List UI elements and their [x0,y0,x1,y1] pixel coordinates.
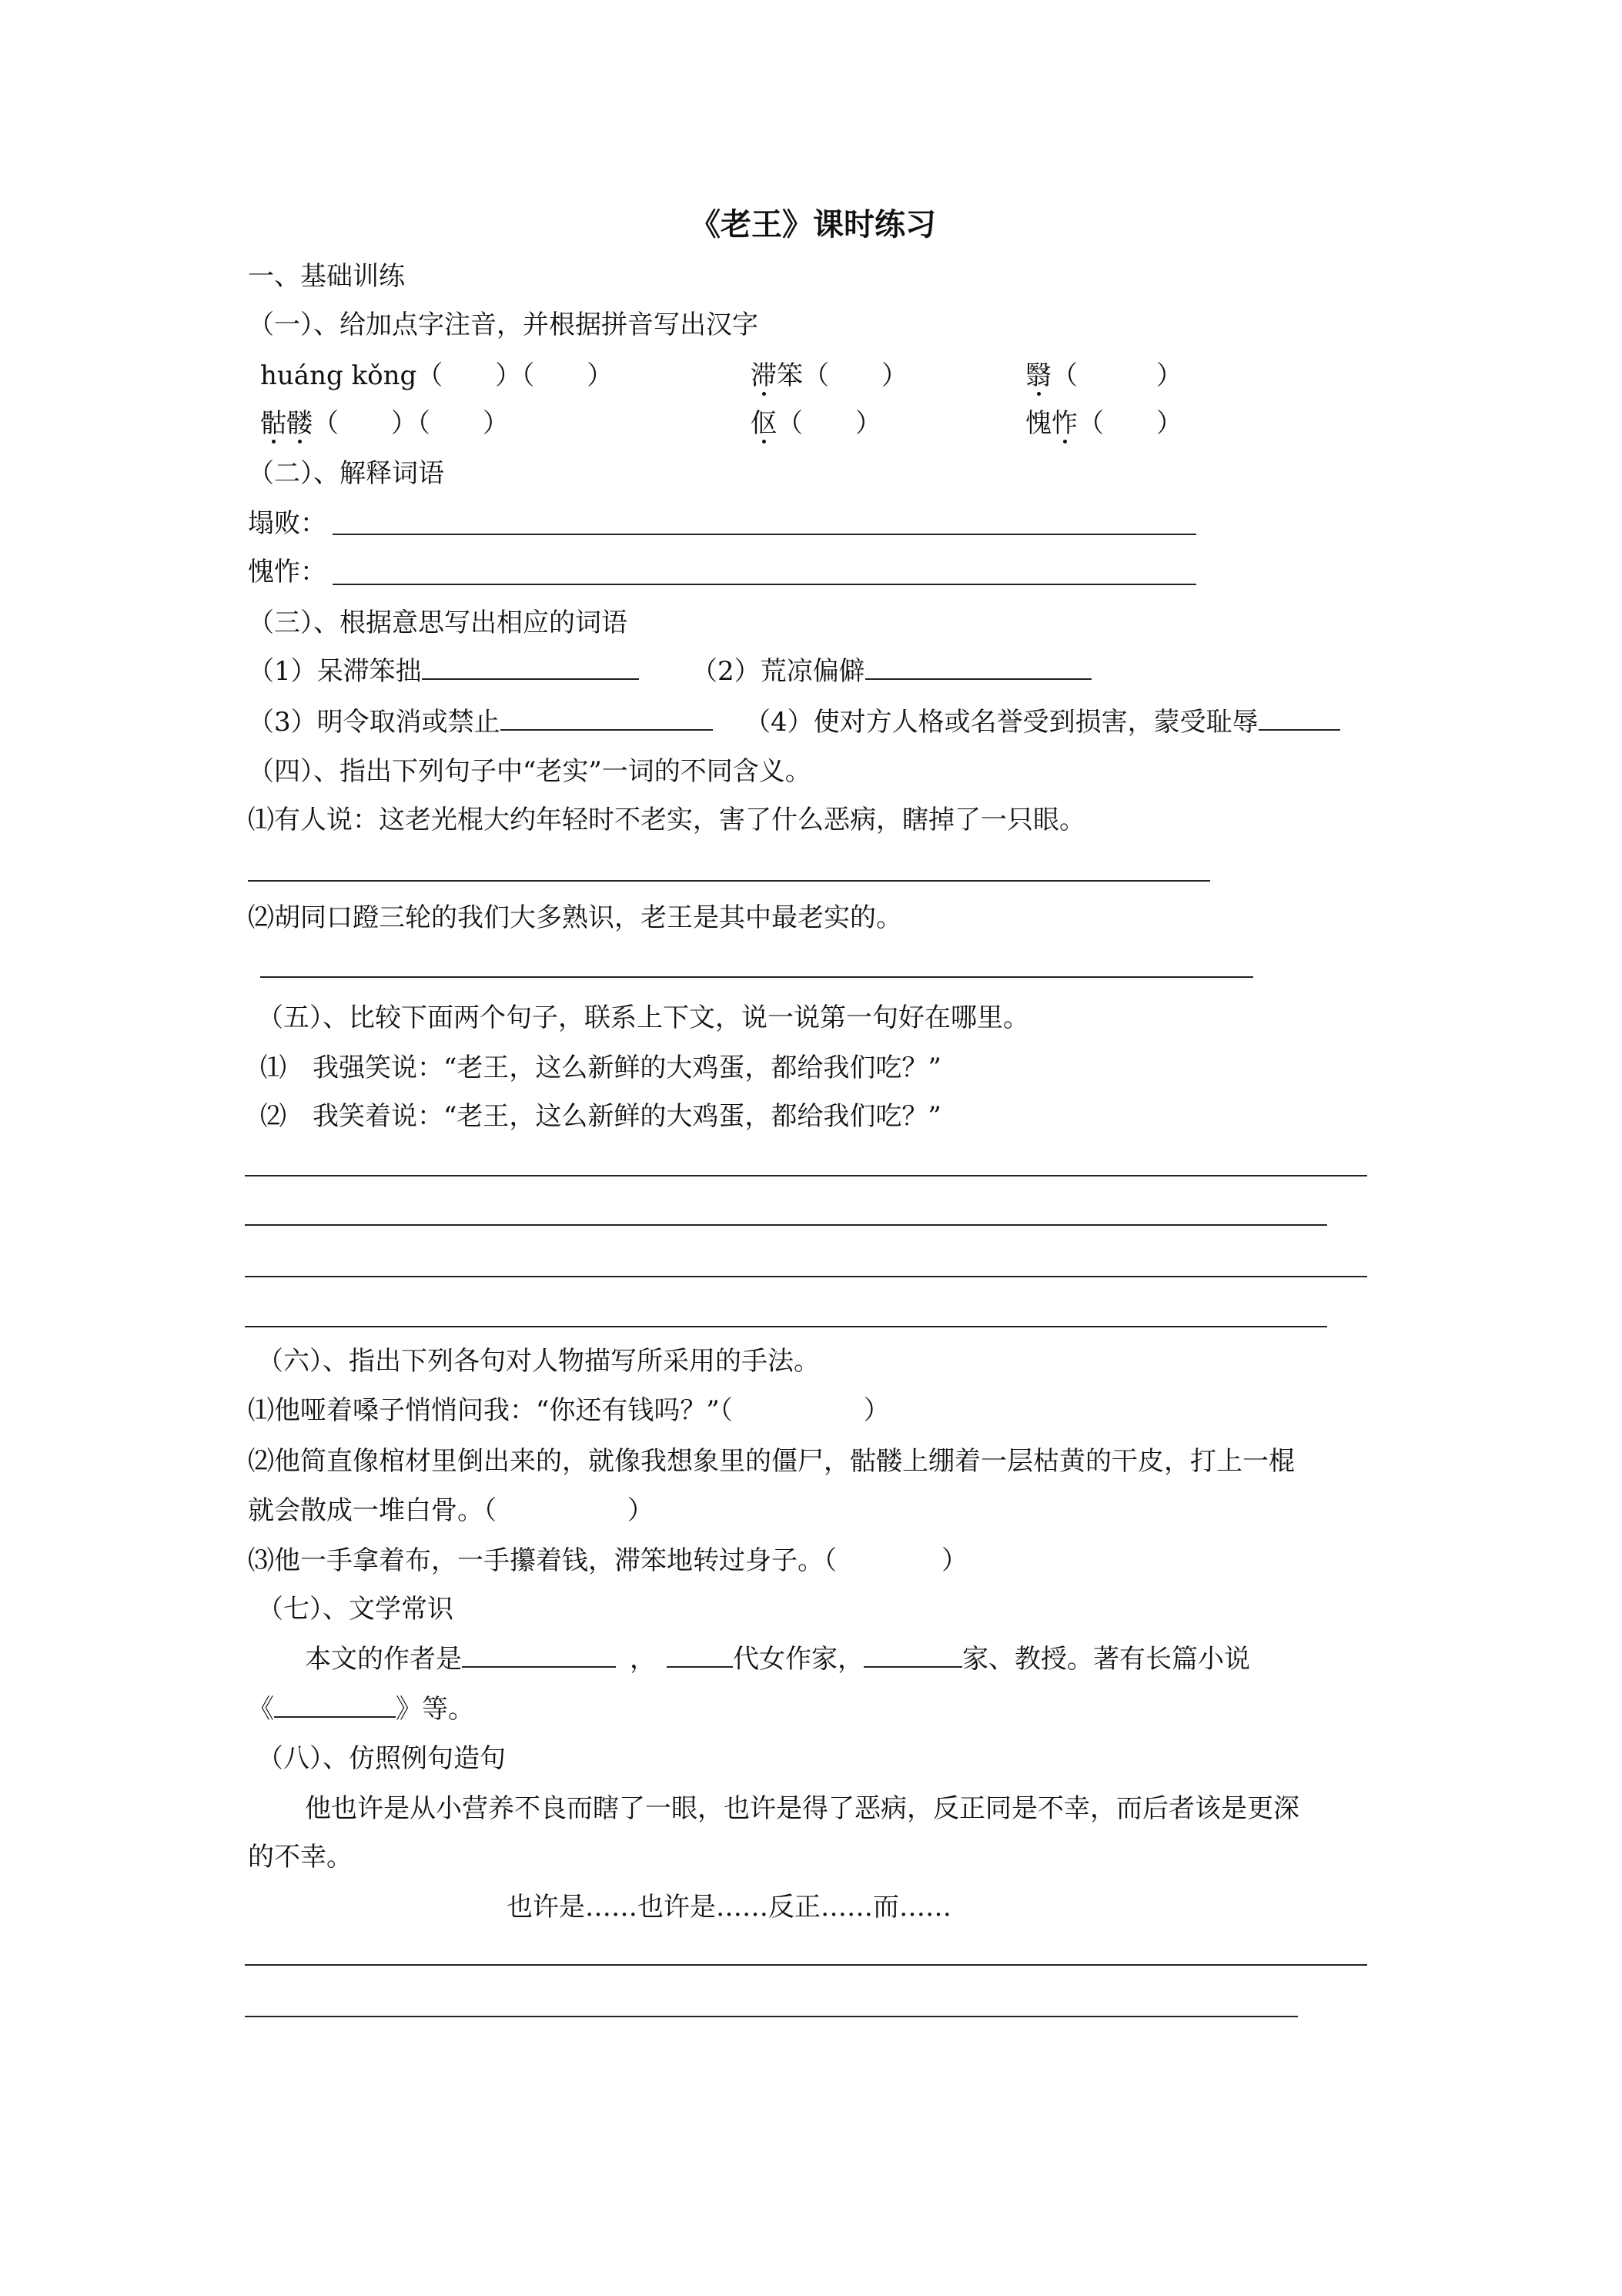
q5-heading: （五）、比较下面两个句子，联系上下文，说一说第一句好在哪里。 [257,1002,1029,1033]
q2-heading: （二）、解释词语 [248,458,444,489]
q4-heading: （四）、指出下列句子中“老实”一词的不同含义。 [248,756,811,787]
answer-line[interactable] [245,1326,1327,1327]
answer-line[interactable] [245,1964,1367,1966]
plain-char: 愧 [1025,408,1052,439]
q1-word-kuizuo [1025,407,1182,440]
q1-word-kulou [260,407,509,440]
q2-item-kuizuo: 愧怍： [248,557,326,587]
answer-line[interactable] [245,2016,1298,2017]
q3-heading: （三）、根据意思写出相应的词语 [248,607,627,638]
section-heading-basic-training: 一、基础训练 [248,261,405,292]
answer-bracket[interactable]: （ ） [803,360,908,391]
q7-heading: （七）、文学常识 [257,1594,453,1625]
q3-item-1 [248,654,639,688]
dotted-char: 伛 [751,408,777,439]
q6-sentence-1: ⑴他哑着嗓子悄悄问我：“你还有钱吗？”（ ） [248,1395,890,1426]
answer-bracket[interactable]: （ ） [1052,360,1182,391]
q1-word-zhiben [751,359,908,393]
q7-text: ， [630,1644,656,1675]
q3-item-1-text: （1）呆滞笨拙 [248,656,422,687]
q5-sentence-1: ⑴ 我强笑说：“老王，这么新鲜的大鸡蛋，都给我们吃？” [260,1053,941,1083]
answer-line[interactable] [245,1276,1367,1277]
answer-blank[interactable] [274,1693,396,1718]
answer-blank[interactable] [422,655,639,680]
q7-text: 家、教授。著有长篇小说 [962,1644,1250,1675]
q2-item-taban: 塌败： [248,508,326,539]
q6-heading: （六）、指出下列各句对人物描写所采用的手法。 [257,1346,820,1377]
q7-text: 代女作家， [733,1644,864,1675]
q1-word-yu [751,407,881,440]
q8-heading: （八）、仿照例句造句 [257,1743,506,1774]
q3-item-2-text: （2）荒凉偏僻 [691,656,865,687]
dotted-char: 翳 [1025,360,1052,391]
answer-bracket[interactable]: （ ） [1078,408,1182,439]
answer-blank[interactable] [864,1643,962,1668]
q3-item-3 [248,705,713,739]
dotted-char: 髅 [286,408,313,439]
q1-word-yi [1025,359,1182,393]
answer-line[interactable] [260,976,1253,978]
answer-blank[interactable] [500,706,713,731]
q3-item-4-text: （4）使对方人格或名誉受到损害，蒙受耻辱 [744,707,1259,738]
q7-paragraph-1 [305,1642,1250,1676]
q8-pattern: 也许是……也许是……反正……而…… [507,1892,951,1923]
answer-line[interactable] [245,1224,1327,1226]
answer-blank[interactable] [1259,706,1340,731]
answer-line[interactable] [248,880,1210,882]
q8-example-1: 他也许是从小营养不良而瞎了一眼，也许是得了恶病，反正同是不幸，而后者该是更深 [305,1793,1299,1824]
q6-sentence-2a: ⑵他简直像棺材里倒出来的，就像我想象里的僵尸，骷髅上绷着一层枯黄的干皮，打上一棍 [248,1446,1295,1477]
q4-sentence-2: ⑵胡同口蹬三轮的我们大多熟识，老王是其中最老实的。 [248,902,902,933]
plain-char: 笨 [777,360,803,391]
page-title: 《老王》课时练习 [690,206,936,243]
q7-paragraph-2 [248,1692,474,1726]
q8-example-2: 的不幸。 [248,1842,353,1873]
answer-bracket[interactable]: （ ）（ ） [313,408,509,439]
q7-text: 》等。 [396,1694,474,1725]
answer-line[interactable] [333,534,1196,535]
q3-item-2 [691,654,1092,688]
q3-item-4 [744,705,1340,739]
q7-text: 《 [248,1694,274,1725]
q5-sentence-2: ⑵ 我笑着说：“老王，这么新鲜的大鸡蛋，都给我们吃？” [260,1101,941,1132]
answer-blank[interactable] [667,1643,733,1668]
dotted-char: 骷 [260,408,286,439]
q6-sentence-2b: 就会散成一堆白骨。（ ） [248,1495,654,1526]
dotted-char: 怍 [1052,408,1078,439]
answer-blank[interactable] [865,655,1092,680]
dotted-char: 滞 [751,360,777,391]
q3-item-3-text: （3）明令取消或禁止 [248,707,500,738]
answer-line[interactable] [333,584,1196,585]
q7-text: 本文的作者是 [305,1644,462,1675]
q1-pinyin-item: huáng kǒng（ ）（ ） [260,360,614,391]
answer-line[interactable] [245,1175,1367,1176]
answer-blank[interactable] [462,1643,616,1668]
q6-sentence-3: ⑶他一手拿着布，一手攥着钱，滞笨地转过身子。（ ） [248,1545,968,1576]
q1-heading: （一）、给加点字注音，并根据拼音写出汉字 [248,310,758,340]
q4-sentence-1: ⑴有人说：这老光棍大约年轻时不老实，害了什么恶病，瞎掉了一只眼。 [248,805,1085,835]
answer-bracket[interactable]: （ ） [777,408,881,439]
